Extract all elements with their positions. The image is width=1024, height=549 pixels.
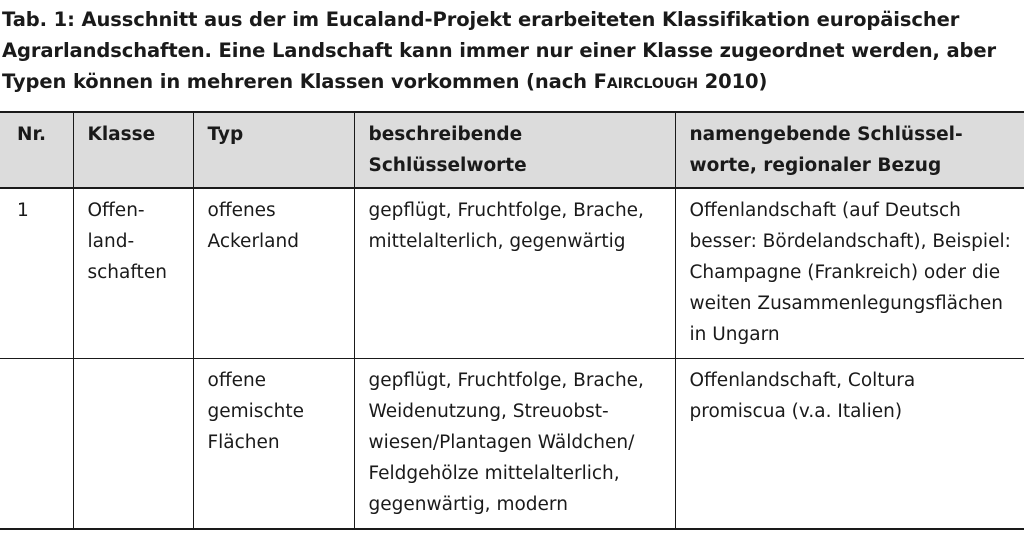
cell-text-line: gemischte <box>207 401 304 422</box>
table-row <box>0 359 1024 530</box>
header-text-line: worte, regionaler Bezug <box>689 155 942 176</box>
table-body <box>0 188 1024 529</box>
header-beschreibende-schluesselworte <box>354 112 675 188</box>
cell-text-line: offene <box>207 370 267 391</box>
cell-text-line: Flächen <box>207 432 280 453</box>
cell-text-line: land- <box>87 231 135 252</box>
header-nr <box>0 112 73 188</box>
cell-text-line: in Ungarn <box>689 324 780 345</box>
table-header <box>0 112 1024 188</box>
cell-text-line: 1 <box>17 200 29 221</box>
header-text-line: Schlüsselworte <box>368 155 527 176</box>
cell-text-line: Ackerland <box>207 231 299 252</box>
caption-text: Tab. 1: Ausschnitt aus der im Eucaland-Projekt erarbeiteten Klassifikation europäischer Agrarlandschaften. Eine Landschaft kann immer nur einer Klasse zugeordnet werden, aber Typen können in mehreren Klassen vorkommen (nach <box>2 8 997 93</box>
table-caption <box>2 4 1020 97</box>
cell-text-line: wiesen/Plantagen Wäldchen/ <box>368 432 635 453</box>
cell-klasse <box>73 359 193 530</box>
cell-text-line: Offenlandschaft (auf Deutsch <box>689 200 961 221</box>
cell-typ <box>193 359 354 530</box>
cell-nr <box>0 188 73 359</box>
cell-text-line: Offen- <box>87 200 145 221</box>
cell-text-line: offenes <box>207 200 276 221</box>
classification-table <box>0 111 1024 530</box>
header-text-line: Nr. <box>17 124 46 145</box>
cell-text-line: Champagne (Frankreich) oder die <box>689 262 1001 283</box>
header-text-line: beschreibende <box>368 124 523 145</box>
cell-text-line: besser: Bördelandschaft), Beispiel: <box>689 231 1011 252</box>
header-typ <box>193 112 354 188</box>
cell-beschreibende-schluesselworte <box>354 188 675 359</box>
cell-namengebende-schluesselworte <box>675 188 1024 359</box>
header-namengebende-schluesselworte <box>675 112 1024 188</box>
cell-text-line: weiten Zusammenlegungsflächen <box>689 293 1004 314</box>
cell-text-line: mittelalterlich, gegenwärtig <box>368 231 626 252</box>
cell-typ <box>193 188 354 359</box>
cell-beschreibende-schluesselworte <box>354 359 675 530</box>
cell-text-line: Weidenutzung, Streuobst- <box>368 401 609 422</box>
caption-year: 2010) <box>697 70 768 93</box>
header-text-line: Typ <box>207 124 244 145</box>
cell-namengebende-schluesselworte <box>675 359 1024 530</box>
cell-text-line: gegenwärtig, modern <box>368 494 568 515</box>
cell-text-line: Feldgehölze mittelalterlich, <box>368 463 620 484</box>
header-text-line: Klasse <box>87 124 156 145</box>
header-klasse <box>73 112 193 188</box>
cell-text-line: gepflügt, Fruchtfolge, Brache, <box>368 370 644 391</box>
cell-text-line: Offenlandschaft, Coltura <box>689 370 916 391</box>
cell-klasse <box>73 188 193 359</box>
cell-text-line: schaften <box>87 262 167 283</box>
caption-author: Fairclough <box>593 70 698 93</box>
cell-text-line: promiscua (v.a. Italien) <box>689 401 903 422</box>
cell-nr <box>0 359 73 530</box>
header-text-line: namengebende Schlüssel- <box>689 124 963 145</box>
table-row <box>0 188 1024 359</box>
header-row <box>0 112 1024 188</box>
cell-text-line: gepflügt, Fruchtfolge, Brache, <box>368 200 644 221</box>
